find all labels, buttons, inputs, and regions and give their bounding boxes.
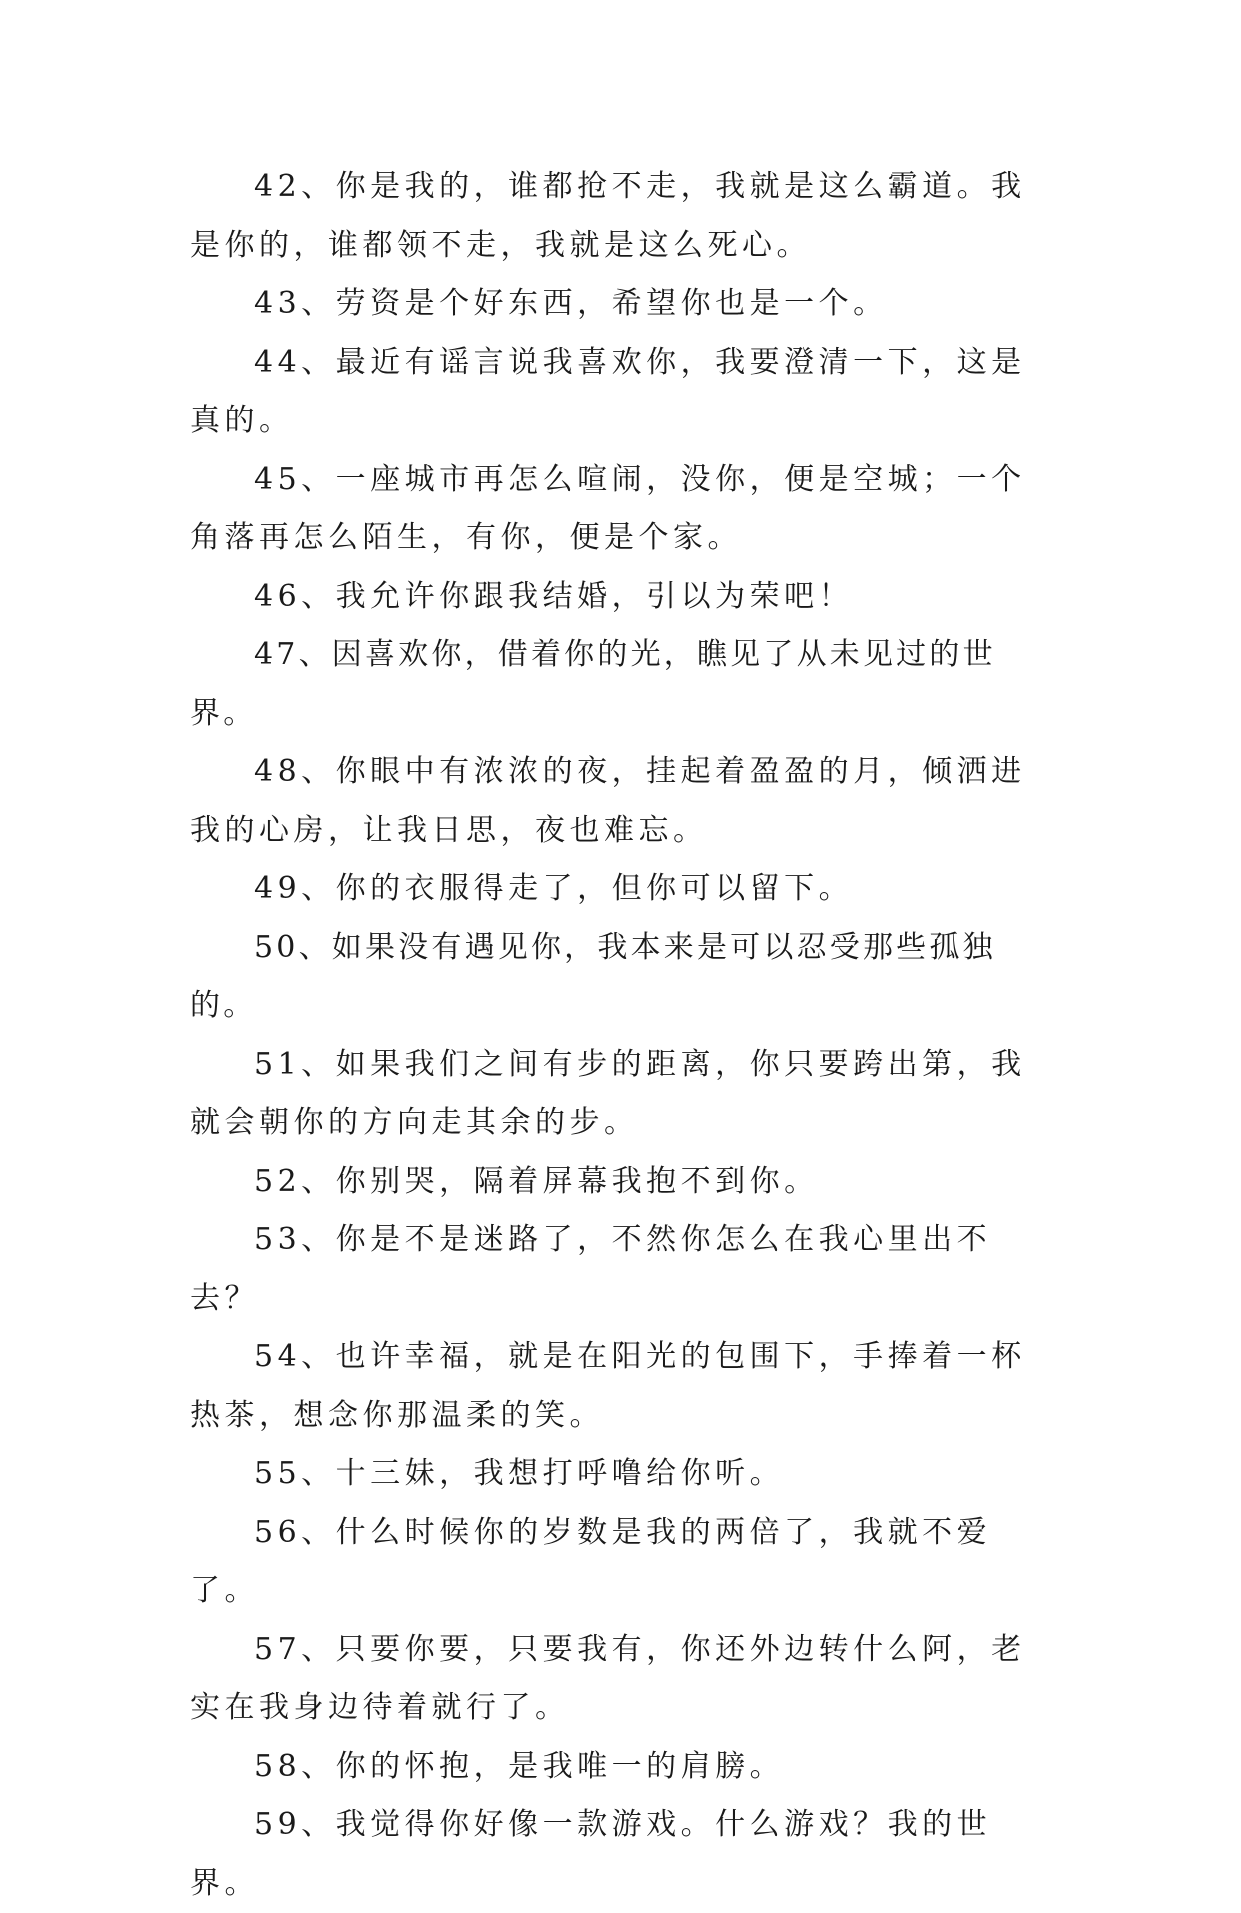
paragraph-56: 56、什么时候你的岁数是我的两倍了，我就不爱了。 <box>190 1514 992 1608</box>
document-body <box>190 158 1056 1913</box>
paragraph-59: 59、我觉得你好像一款游戏。什么游戏？我的世界。 <box>190 1807 992 1901</box>
paragraph-51: 51、如果我们之间有步的距离，你只要跨出第，我就会朝你的方向走其余的步。 <box>190 1046 1026 1140</box>
paragraph-57: 57、只要你要，只要我有，你还外边转什么阿，老实在我身边待着就行了。 <box>190 1631 1026 1725</box>
paragraph-52: 52、你别哭，隔着屏幕我抱不到你。 <box>254 1163 819 1199</box>
paragraph-45: 45、一座城市再怎么喧闹，没你，便是空城；一个角落再怎么陌生，有你，便是个家。 <box>190 461 1026 555</box>
paragraph-47: 47、因喜欢你，借着你的光，瞧见了从未见过的世界。 <box>190 637 996 731</box>
paragraph-42: 42、你是我的，谁都抢不走，我就是这么霸道。我是你的，谁都领不走，我就是这么死心。 <box>190 169 1026 263</box>
paragraph-43: 43、劳资是个好东西，希望你也是一个。 <box>254 286 888 321</box>
paragraph-54: 54、也许幸福，就是在阳光的包围下，手捧着一杯热茶，想念你那温柔的笑。 <box>190 1339 1026 1433</box>
paragraph-50: 50、如果没有遇见你，我本来是可以忍受那些孤独的。 <box>190 929 996 1023</box>
paragraph-55: 55、十三妹，我想打呼噜给你听。 <box>254 1456 785 1491</box>
paragraph-46: 46、我允许你跟我结婚，引以为荣吧！ <box>254 578 854 614</box>
paragraph-58: 58、你的怀抱，是我唯一的肩膀。 <box>254 1748 785 1784</box>
paragraph-49: 49、你的衣服得走了，但你可以留下。 <box>254 871 854 906</box>
paragraph-48: 48、你眼中有浓浓的夜，挂起着盈盈的月，倾洒进我的心房，让我日思，夜也难忘。 <box>190 754 1026 848</box>
paragraph-44: 44、最近有谣言说我喜欢你，我要澄清一下，这是真的。 <box>190 344 1026 438</box>
paragraph-53: 53、你是不是迷路了，不然你怎么在我心里出不去？ <box>190 1222 992 1316</box>
